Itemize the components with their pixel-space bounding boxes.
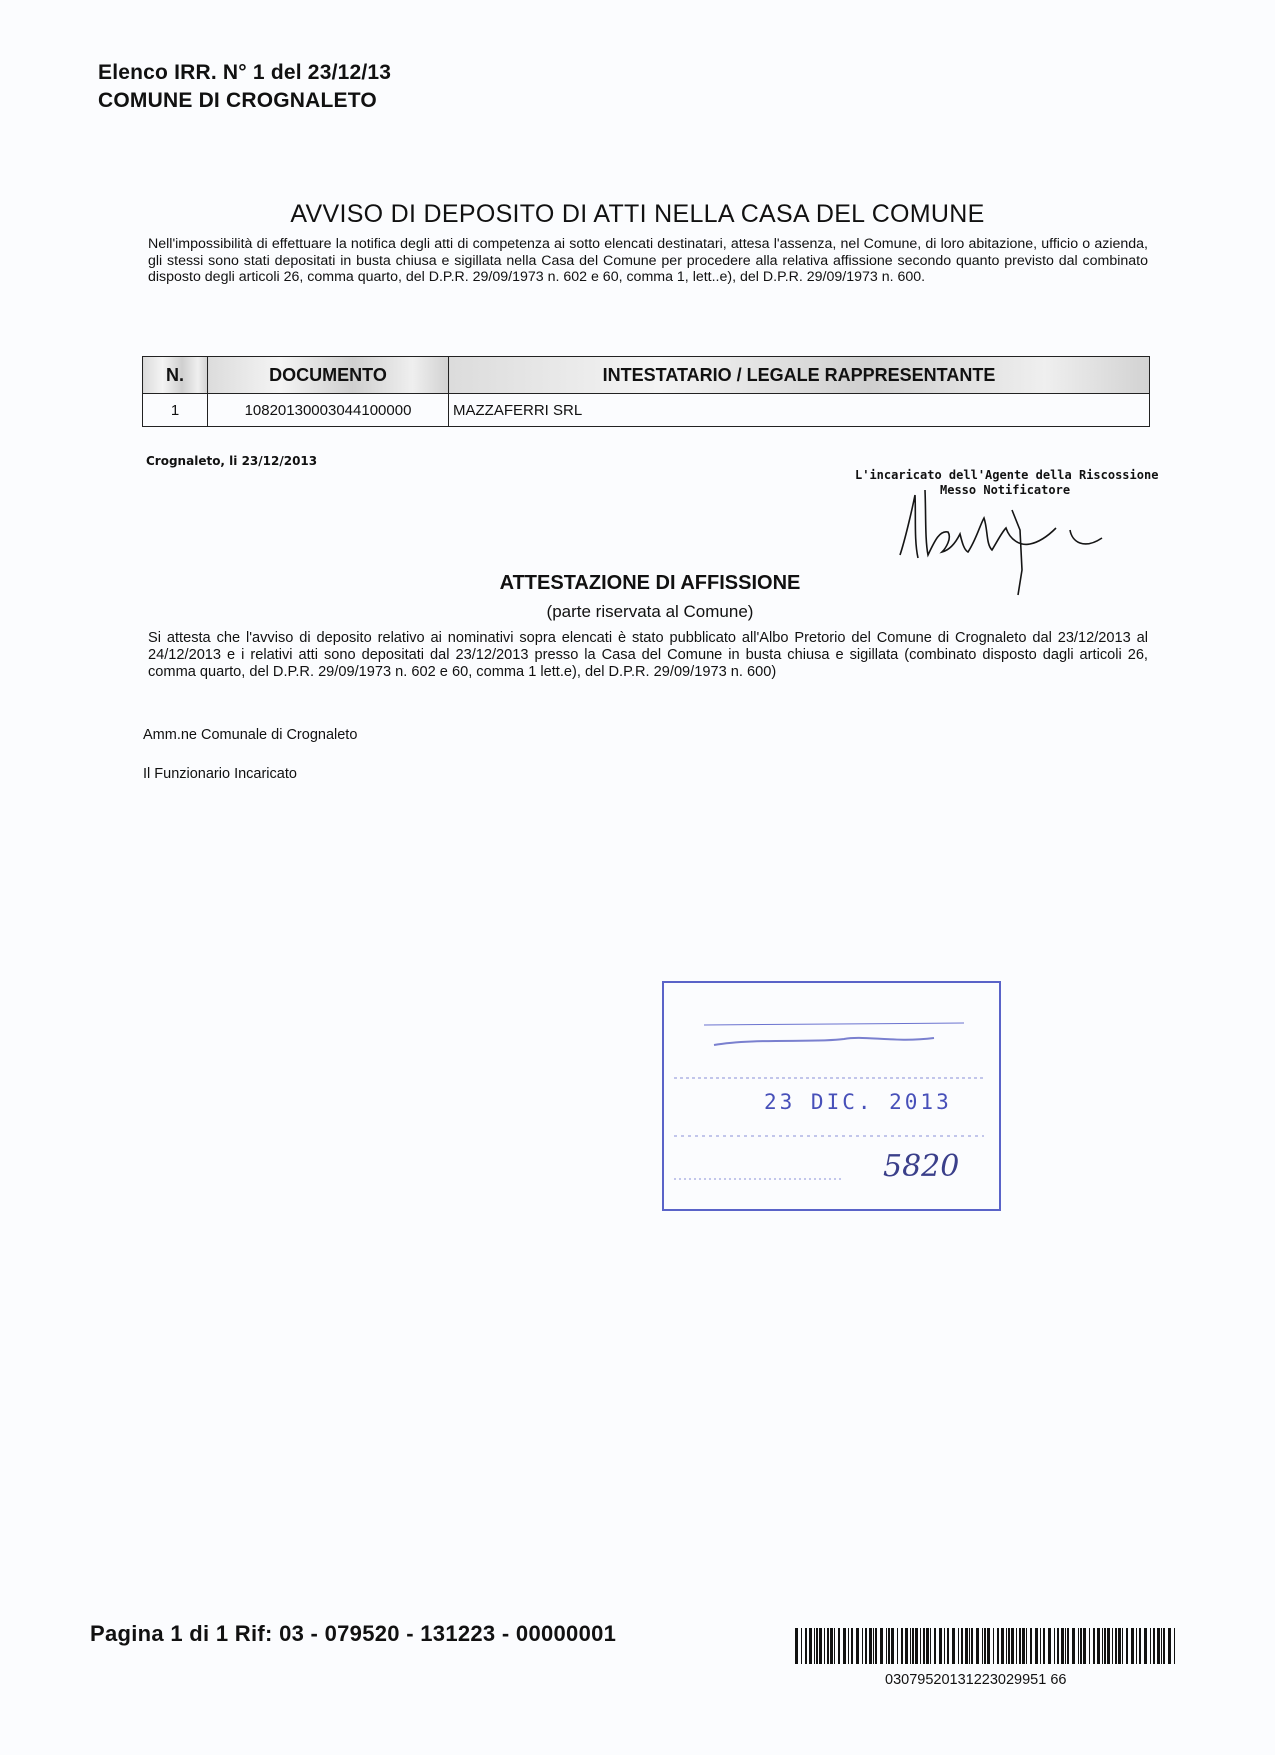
barcode-bar xyxy=(1083,1628,1086,1664)
barcode-bar xyxy=(1043,1628,1045,1664)
barcode-bar xyxy=(1011,1628,1014,1664)
barcode-bar xyxy=(816,1628,818,1664)
column-header-document: DOCUMENTO xyxy=(208,357,449,394)
barcode-bar xyxy=(1035,1628,1038,1664)
row-document-id: 10820130003044100000 xyxy=(208,394,449,427)
barcode-bar xyxy=(1054,1628,1055,1664)
barcode-bar xyxy=(862,1628,863,1664)
barcode-bar xyxy=(982,1628,983,1664)
barcode-bar xyxy=(1006,1628,1007,1664)
barcode-bar xyxy=(1030,1628,1032,1664)
barcode-bar xyxy=(830,1628,833,1664)
barcode-bar xyxy=(814,1628,815,1664)
barcode-bar xyxy=(1008,1628,1010,1664)
barcode-bar xyxy=(848,1628,849,1664)
barcode-bar xyxy=(888,1628,890,1664)
barcode-bar xyxy=(869,1628,872,1664)
list-header: Elenco IRR. N° 1 del 23/12/13 xyxy=(98,61,392,84)
barcode-bar xyxy=(939,1628,942,1664)
barcode-bar xyxy=(891,1628,894,1664)
barcode-bar xyxy=(958,1628,959,1664)
barcode xyxy=(795,1628,1180,1668)
officer-label: Il Funzionario Incaricato xyxy=(143,766,297,782)
barcode-bar xyxy=(809,1628,812,1664)
barcode-bar xyxy=(795,1628,798,1664)
agent-title: L'incaricato dell'Agente della Riscossione xyxy=(855,468,1159,482)
barcode-bar xyxy=(961,1628,963,1664)
admin-label: Amm.ne Comunale di Crognaleto xyxy=(143,727,358,743)
barcode-bar xyxy=(976,1628,979,1664)
barcode-bar xyxy=(987,1628,990,1664)
barcode-bar xyxy=(923,1628,925,1664)
barcode-bar xyxy=(1016,1628,1017,1664)
barcode-bar xyxy=(819,1628,822,1664)
barcode-bar xyxy=(1067,1628,1069,1664)
barcode-bar xyxy=(1115,1628,1117,1664)
barcode-bar xyxy=(1174,1628,1175,1664)
barcode-bar xyxy=(984,1628,986,1664)
barcode-bar xyxy=(873,1628,874,1664)
barcode-bar xyxy=(930,1628,931,1664)
barcode-bar xyxy=(952,1628,955,1664)
municipality-name: COMUNE DI CROGNALETO xyxy=(98,89,377,112)
barcode-bar xyxy=(880,1628,883,1664)
barcode-bar xyxy=(915,1628,918,1664)
barcode-bar xyxy=(801,1628,802,1664)
barcode-bar xyxy=(1097,1628,1100,1664)
barcode-bar xyxy=(1131,1628,1134,1664)
barcode-bar xyxy=(1118,1628,1121,1664)
barcode-bar xyxy=(1144,1628,1147,1664)
barcode-bar xyxy=(897,1628,898,1664)
row-number: 1 xyxy=(143,394,208,427)
barcode-bar xyxy=(1065,1628,1066,1664)
barcode-bar xyxy=(1061,1628,1064,1664)
barcode-bar xyxy=(1078,1628,1079,1664)
barcode-bar xyxy=(934,1628,936,1664)
barcode-bar xyxy=(834,1628,835,1664)
barcode-bar xyxy=(993,1628,994,1664)
barcode-bar xyxy=(1150,1628,1151,1664)
barcode-bar xyxy=(1161,1628,1162,1664)
barcode-bar xyxy=(851,1628,853,1664)
barcode-bar xyxy=(1153,1628,1155,1664)
barcode-bar xyxy=(856,1628,859,1664)
barcode-bar xyxy=(1107,1628,1110,1664)
barcode-bar xyxy=(971,1628,973,1664)
barcode-bar xyxy=(1157,1628,1160,1664)
barcode-bar xyxy=(838,1628,840,1664)
barcode-bar xyxy=(824,1628,825,1664)
barcode-number: 03079520131223029951 66 xyxy=(885,1672,1067,1688)
barcode-bar xyxy=(1102,1628,1103,1664)
barcode-bar xyxy=(1122,1628,1123,1664)
page-reference: Pagina 1 di 1 Rif: 03 - 079520 - 131223 - 00000001 xyxy=(90,1621,617,1646)
barcode-bar xyxy=(926,1628,929,1664)
row-holder-name: MAZZAFERRI SRL xyxy=(449,394,1150,427)
barcode-bar xyxy=(865,1628,867,1664)
barcode-bar xyxy=(1048,1628,1051,1664)
place-date: Crognaleto, li 23/12/2013 xyxy=(146,454,318,468)
barcode-bar xyxy=(1072,1628,1075,1664)
attestation-title: ATTESTAZIONE DI AFFISSIONE xyxy=(499,572,801,594)
attestation-subtitle: (parte riservata al Comune) xyxy=(546,602,754,621)
barcode-bar xyxy=(1080,1628,1082,1664)
barcode-bar xyxy=(997,1628,999,1664)
column-header-holder: INTESTATARIO / LEGALE RAPPRESENTANTE xyxy=(449,357,1150,394)
agent-role: Messo Notificatore xyxy=(940,483,1071,497)
barcode-bar xyxy=(969,1628,970,1664)
barcode-bar xyxy=(1163,1628,1165,1664)
barcode-bar xyxy=(886,1628,887,1664)
column-header-number: N. xyxy=(143,357,208,394)
documents-table xyxy=(142,356,1150,427)
stamp-date: 23 DIC. 2013 xyxy=(764,1090,952,1114)
notice-title: AVVISO DI DEPOSITO DI ATTI NELLA CASA DEL COMUNE xyxy=(290,200,985,228)
barcode-bar xyxy=(1093,1628,1095,1664)
barcode-bar xyxy=(1022,1628,1025,1664)
barcode-bar xyxy=(875,1628,877,1664)
barcode-bar xyxy=(1126,1628,1128,1664)
table-header-row xyxy=(143,357,1150,394)
stamp-number: 5820 xyxy=(883,1149,960,1184)
barcode-bar xyxy=(1104,1628,1106,1664)
table-row xyxy=(143,394,1150,427)
barcode-bar xyxy=(1139,1628,1141,1664)
notice-body: Nell'impossibilità di effettuare la notifica degli atti di competenza ai sotto elencati destinatari, attesa l'assenza, nel Comune, di loro abitazione, ufficio o azienda, gli stessi sono stati depositati in busta chiusa e sigillata nella Casa del Comune per procedere alla relativa affissione secondo quanto previsto dal combinato disposto degli articoli 26, comma quarto, del D.P.R. 29/09/1973 n. 602 e 60, comma 1, lett..e), del D.P.R. 29/09/1973 n. 600. xyxy=(148,236,1148,285)
barcode-bar xyxy=(905,1628,908,1664)
barcode-bar xyxy=(827,1628,829,1664)
barcode-bar xyxy=(1040,1628,1041,1664)
barcode-bar xyxy=(1089,1628,1090,1664)
barcode-bar xyxy=(1026,1628,1027,1664)
attestation-body: Si attesta che l'avviso di deposito relativo ai nominativi sopra elencati è stato pubblicato all'Albo Pretorio del Comune di Crognaleto dal 23/12/2013 al 24/12/2013 e i relativi atti sono depositati dal 23/12/2013 presso la Casa del Comune in busta chiusa e sigillata (combinato disposto dagli articoli 26, comma quarto, del D.P.R. 29/09/1973 n. 602 e 60, comma 1 lett.e), del D.P.R. 29/09/1973 n. 600) xyxy=(148,630,1148,680)
barcode-bar xyxy=(910,1628,911,1664)
reception-stamp xyxy=(662,981,1001,1211)
barcode-bar xyxy=(805,1628,807,1664)
barcode-bar xyxy=(1001,1628,1004,1664)
barcode-bar xyxy=(920,1628,921,1664)
barcode-bar xyxy=(843,1628,846,1664)
barcode-bar xyxy=(912,1628,914,1664)
barcode-bar xyxy=(1019,1628,1021,1664)
barcode-bar xyxy=(1112,1628,1113,1664)
barcode-bar xyxy=(1057,1628,1059,1664)
barcode-bar xyxy=(965,1628,968,1664)
barcode-bar xyxy=(947,1628,949,1664)
barcode-bar xyxy=(901,1628,903,1664)
barcode-bar xyxy=(1168,1628,1171,1664)
barcode-bar xyxy=(944,1628,945,1664)
barcode-bar xyxy=(1136,1628,1137,1664)
